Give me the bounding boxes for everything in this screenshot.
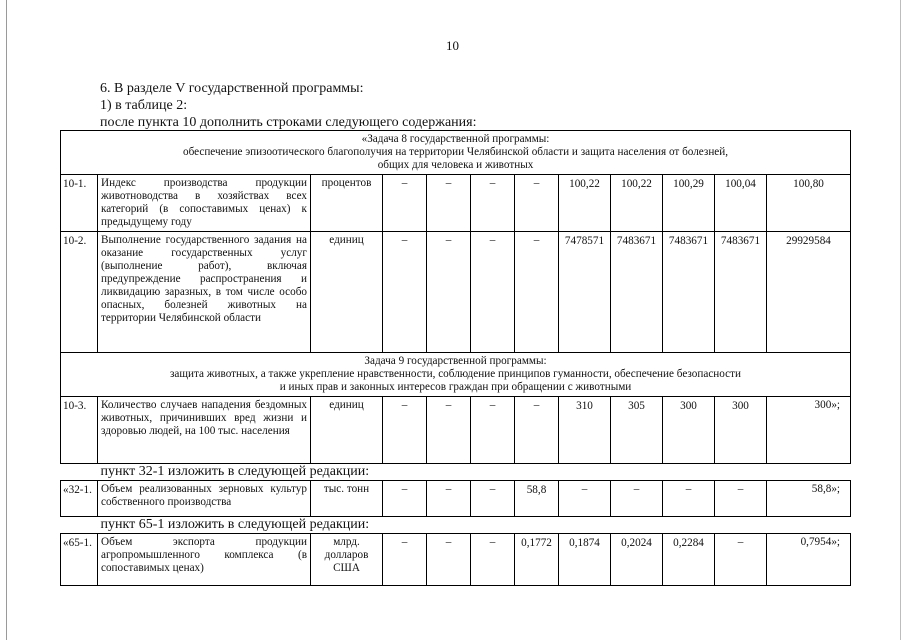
- total-cell: 300»;: [767, 397, 851, 464]
- table-row-10-3: [61, 397, 851, 464]
- value-cell: –: [383, 232, 427, 353]
- unit: процентов: [311, 175, 383, 232]
- value-cell: 100,04: [715, 175, 767, 232]
- value-cell: –: [515, 397, 559, 464]
- row-number: 10-2.: [61, 232, 98, 353]
- task9-line-3: и иных прав и законных интересов граждан при обращении с животными: [279, 381, 632, 393]
- indicator-name: Объем реализованных зерновых культур собственного производства: [98, 481, 311, 517]
- instruction-65-1: пункт 65-1 изложить в следующей редакции:: [61, 517, 851, 534]
- table-row-10-1: [61, 175, 851, 232]
- row-number: 10-3.: [61, 397, 98, 464]
- table-row-10-2: [61, 232, 851, 353]
- task9-line-2: защита животных, а также укрепление нравственности, соблюдение принципов гуманности, обеспечение безопасности: [170, 368, 741, 380]
- indicators-table: [60, 130, 851, 586]
- value-cell: –: [471, 534, 515, 586]
- value-cell: 100,22: [559, 175, 611, 232]
- total-cell: 100,80: [767, 175, 851, 232]
- total-cell: 29929584: [767, 232, 851, 353]
- value-cell: –: [471, 481, 515, 517]
- value-cell: –: [715, 534, 767, 586]
- value-cell: 7483671: [663, 232, 715, 353]
- task8-line-1: «Задача 8 государственной программы:: [361, 133, 550, 145]
- row-number: «32-1.: [61, 481, 98, 517]
- scan-edge-right: [900, 0, 901, 640]
- intro-line-2: 1) в таблице 2:: [100, 98, 188, 113]
- value-cell: 7483671: [611, 232, 663, 353]
- indicator-name: Количество случаев нападения бездомных животных, причинивших вред жизни и здоровью людей, на 100 тыс. населения: [98, 397, 311, 464]
- value-cell: 0,2284: [663, 534, 715, 586]
- value-cell: –: [515, 175, 559, 232]
- value-cell: –: [471, 397, 515, 464]
- value-cell: –: [383, 175, 427, 232]
- value-cell: –: [471, 175, 515, 232]
- value-cell: –: [663, 481, 715, 517]
- total-cell: 58,8»;: [767, 481, 851, 517]
- scan-edge-left: [6, 0, 7, 640]
- gap-row-32-1: [61, 464, 851, 481]
- total-cell: 0,7954»;: [767, 534, 851, 586]
- unit: единиц: [311, 232, 383, 353]
- intro-line-1: 6. В разделе V государственной программы:: [100, 81, 364, 96]
- value-cell: –: [559, 481, 611, 517]
- value-cell: 300: [715, 397, 767, 464]
- value-cell: –: [515, 232, 559, 353]
- value-cell: –: [427, 232, 471, 353]
- unit: тыс. тонн: [311, 481, 383, 517]
- value-cell: 7478571: [559, 232, 611, 353]
- value-cell: 58,8: [515, 481, 559, 517]
- indicator-name: Объем экспорта продукции агропромышленного комплекса (в сопоставимых ценах): [98, 534, 311, 586]
- intro-line-3: после пункта 10 дополнить строками следующего содержания:: [100, 115, 477, 130]
- value-cell: –: [427, 481, 471, 517]
- task8-row: [61, 131, 851, 175]
- instruction-32-1: пункт 32-1 изложить в следующей редакции:: [61, 464, 851, 481]
- row-number: «65-1.: [61, 534, 98, 586]
- value-cell: 0,1772: [515, 534, 559, 586]
- value-cell: 0,2024: [611, 534, 663, 586]
- gap-row-65-1: [61, 517, 851, 534]
- page-number: 10: [446, 38, 459, 53]
- value-cell: –: [383, 481, 427, 517]
- value-cell: –: [427, 175, 471, 232]
- row-number: 10-1.: [61, 175, 98, 232]
- value-cell: –: [427, 397, 471, 464]
- value-cell: 7483671: [715, 232, 767, 353]
- value-cell: –: [715, 481, 767, 517]
- task9-line-1: Задача 9 государственной программы:: [364, 355, 547, 367]
- value-cell: 305: [611, 397, 663, 464]
- task9-row: [61, 353, 851, 397]
- value-cell: –: [611, 481, 663, 517]
- unit: единиц: [311, 397, 383, 464]
- table-row-65-1: [61, 534, 851, 586]
- value-cell: 300: [663, 397, 715, 464]
- value-cell: 100,29: [663, 175, 715, 232]
- indicator-name: Выполнение государственного задания на оказание государственных услуг (выполнение работ), включая предупреждение распространения и ликвидацию заразных, в том числе особо опасных, болезней животных на территории Челябинской области: [98, 232, 311, 353]
- task8-line-2: обеспечение эпизоотического благополучия на территории Челябинской области и защита населения от болезней,: [182, 146, 729, 158]
- value-cell: 0,1874: [559, 534, 611, 586]
- value-cell: –: [471, 232, 515, 353]
- task8-line-3: общих для человека и животных: [377, 159, 534, 171]
- value-cell: 100,22: [611, 175, 663, 232]
- value-cell: –: [427, 534, 471, 586]
- indicator-name: Индекс производства продукции животноводства в хозяйствах всех категорий (в сопоставимых ценах) к предыдущему году: [98, 175, 311, 232]
- table-row-32-1: [61, 481, 851, 517]
- value-cell: 310: [559, 397, 611, 464]
- unit: млрд. долларов США: [311, 534, 383, 586]
- value-cell: –: [383, 534, 427, 586]
- task9-heading: [61, 353, 851, 397]
- task8-heading: [61, 131, 851, 175]
- value-cell: –: [383, 397, 427, 464]
